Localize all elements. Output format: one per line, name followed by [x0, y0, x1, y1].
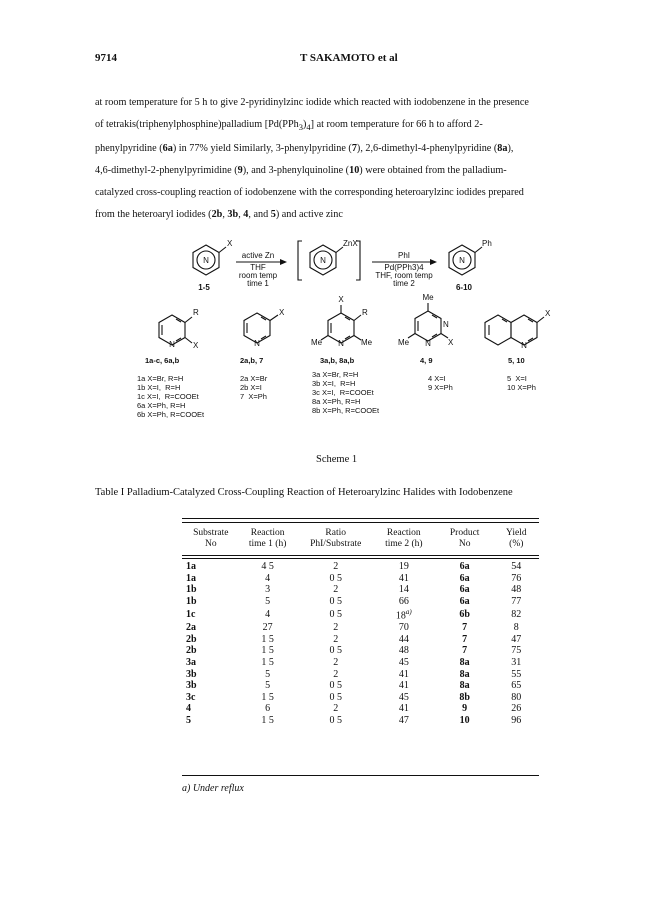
- table-row: 1c 4 0 5 18$^{a)}$ 6b 82: [186, 608, 522, 622]
- para-line-6: from the heteroaryl iodides (2b, 3b, 4, and 5) and active zinc: [95, 209, 343, 221]
- me-s4a: Me: [422, 293, 434, 302]
- table-header-row: [182, 526, 539, 552]
- n-s2: N: [254, 339, 260, 348]
- scheme-caption: Scheme 1: [316, 454, 358, 465]
- arrow1-mid: THF: [250, 263, 266, 272]
- arrow1-b1: room temp: [238, 271, 278, 280]
- legend-2: 2a X=Br 2b X=I 7 X=Ph: [240, 374, 268, 401]
- table-row: 3c 1 5 0 5 45 8b 80: [186, 691, 522, 703]
- col-time1: Reaction time 1 (h): [248, 528, 287, 549]
- ring-n-1: N: [203, 256, 209, 265]
- page-number: 9714: [95, 52, 117, 64]
- running-title: T SAKAMOTO et al: [300, 52, 398, 64]
- table-row: 4 6 2 41 9 26: [186, 703, 522, 715]
- table-caption: Table I Palladium-Catalyzed Cross-Coupling Reaction of Heteroarylzinc Halides with Iodobenzene: [95, 487, 513, 498]
- legend-1: 1a X=Br, R=H 1b X=I, R=H 1c X=I, R=COOEt 6a X=Ph, R=H 6b X=Ph, R=COOEt: [137, 374, 205, 419]
- ring-n-3: N: [459, 256, 465, 265]
- label-product: 6-10: [455, 283, 473, 292]
- ring-n-2: N: [320, 256, 326, 265]
- table-row: 1b 3 2 14 6a 48: [186, 584, 522, 596]
- table-row: 3b 5 2 41 8a 55: [186, 668, 522, 680]
- table-row: 2a 27 2 70 7 8: [186, 622, 519, 634]
- table-rule-top-1: [182, 518, 539, 519]
- r-s3: R: [362, 308, 368, 317]
- n-s1: N: [169, 340, 175, 349]
- legend-4: 4 X=I 9 X=Ph: [428, 374, 453, 392]
- znx-label: ZnX: [343, 239, 358, 248]
- arrow2-b1: THF, room temp: [375, 271, 433, 280]
- r-s1: R: [193, 308, 199, 317]
- arrow2-mid: Pd(PPh3)4: [384, 263, 424, 272]
- me-s3b: Me: [361, 338, 373, 347]
- legend-5: 5 X=I 10 X=Ph: [507, 374, 536, 392]
- table-row: 1a 4 5 2 19 6a 54: [186, 561, 522, 572]
- n-s3: N: [338, 339, 344, 348]
- label-s1: 1a-c, 6a,b: [145, 356, 180, 365]
- col-product: Product No: [449, 528, 480, 549]
- arrow1-b2: time 1: [247, 279, 269, 288]
- label-start: 1-5: [198, 283, 210, 292]
- table-footnote: a) Under reflux: [182, 783, 244, 794]
- table-row: 5 1 5 0 5 47 10 96: [186, 715, 522, 727]
- legend-3: 3a X=Br, R=H 3b X=I, R=H 3c X=I, R=COOEt 8a X=Ph, R=H 8b X=Ph, R=COOEt: [312, 370, 380, 415]
- table-row: 2b 1 5 2 44 7 47: [186, 633, 522, 645]
- col-substrate: Substrate No: [193, 528, 229, 549]
- n-s4a: N: [443, 320, 449, 329]
- col-ratio: Ratio PhI/Substrate: [310, 528, 362, 549]
- para-line-4: 4,6-dimethyl-2-phenylpyrimidine (9), and 3-phenylquinoline (10) were obtained from the palladium-: [95, 165, 507, 177]
- x-s4: X: [448, 338, 454, 347]
- table-row: 1b 5 0 5 66 6a 77: [186, 595, 522, 607]
- para-line-1: at room temperature for 5 h to give 2-pyridinylzinc iodide which reacted with iodobenzene in the presence: [95, 97, 529, 108]
- para-line-3: phenylpyridine (6a) in 77% yield Similarly, 3-phenylpyridine (7), 2,6-dimethyl-4-phenylpyridine (8a),: [95, 143, 514, 155]
- label-s5: 5, 10: [508, 356, 525, 365]
- me-s4b: Me: [398, 338, 410, 347]
- col-time2: Reaction time 2 (h): [385, 528, 423, 549]
- label-s4: 4, 9: [420, 356, 433, 365]
- arrow1-top: active Zn: [241, 251, 275, 260]
- arrow2-b2: time 2: [393, 279, 415, 288]
- n-s4b: N: [425, 339, 431, 348]
- table-row: 3a 1 5 2 45 8a 31: [186, 657, 522, 669]
- x-s3: X: [338, 295, 344, 304]
- para-line-2: of tetrakis(triphenylphosphine)palladium $[Pd(PPh_3)_4]$ at room temperature for 66 h to afford 2-: [95, 119, 483, 133]
- ph-label: Ph: [482, 239, 492, 248]
- table-rule-bottom: [182, 775, 539, 776]
- me-s3a: Me: [311, 338, 323, 347]
- footnote-ref: a): [405, 608, 412, 617]
- table-body: [182, 561, 539, 727]
- col-yield: Yield (%): [505, 528, 527, 549]
- table-row: 2b 1 5 0 5 48 7 75: [186, 645, 522, 657]
- label-s2: 2a,b, 7: [240, 356, 264, 365]
- x-s2: X: [279, 308, 285, 317]
- x-s5: X: [545, 309, 551, 318]
- label-s3: 3a,b, 8a,b: [320, 356, 355, 365]
- table-row: 3b 5 0 5 41 8a 65: [186, 680, 522, 692]
- x-label-1: X: [227, 239, 233, 248]
- x-s1: X: [193, 341, 199, 350]
- arrow2-top: PhI: [397, 251, 411, 260]
- para-line-5: catalyzed cross-coupling reaction of iodobenzene with the corresponding heteroarylzinc iodides prepared: [95, 187, 524, 199]
- table-row: 1a 4 0 5 41 6a 76: [186, 572, 522, 584]
- table-rule-top-2: [182, 522, 539, 523]
- n-s5: N: [521, 341, 527, 350]
- results-table: [182, 526, 539, 727]
